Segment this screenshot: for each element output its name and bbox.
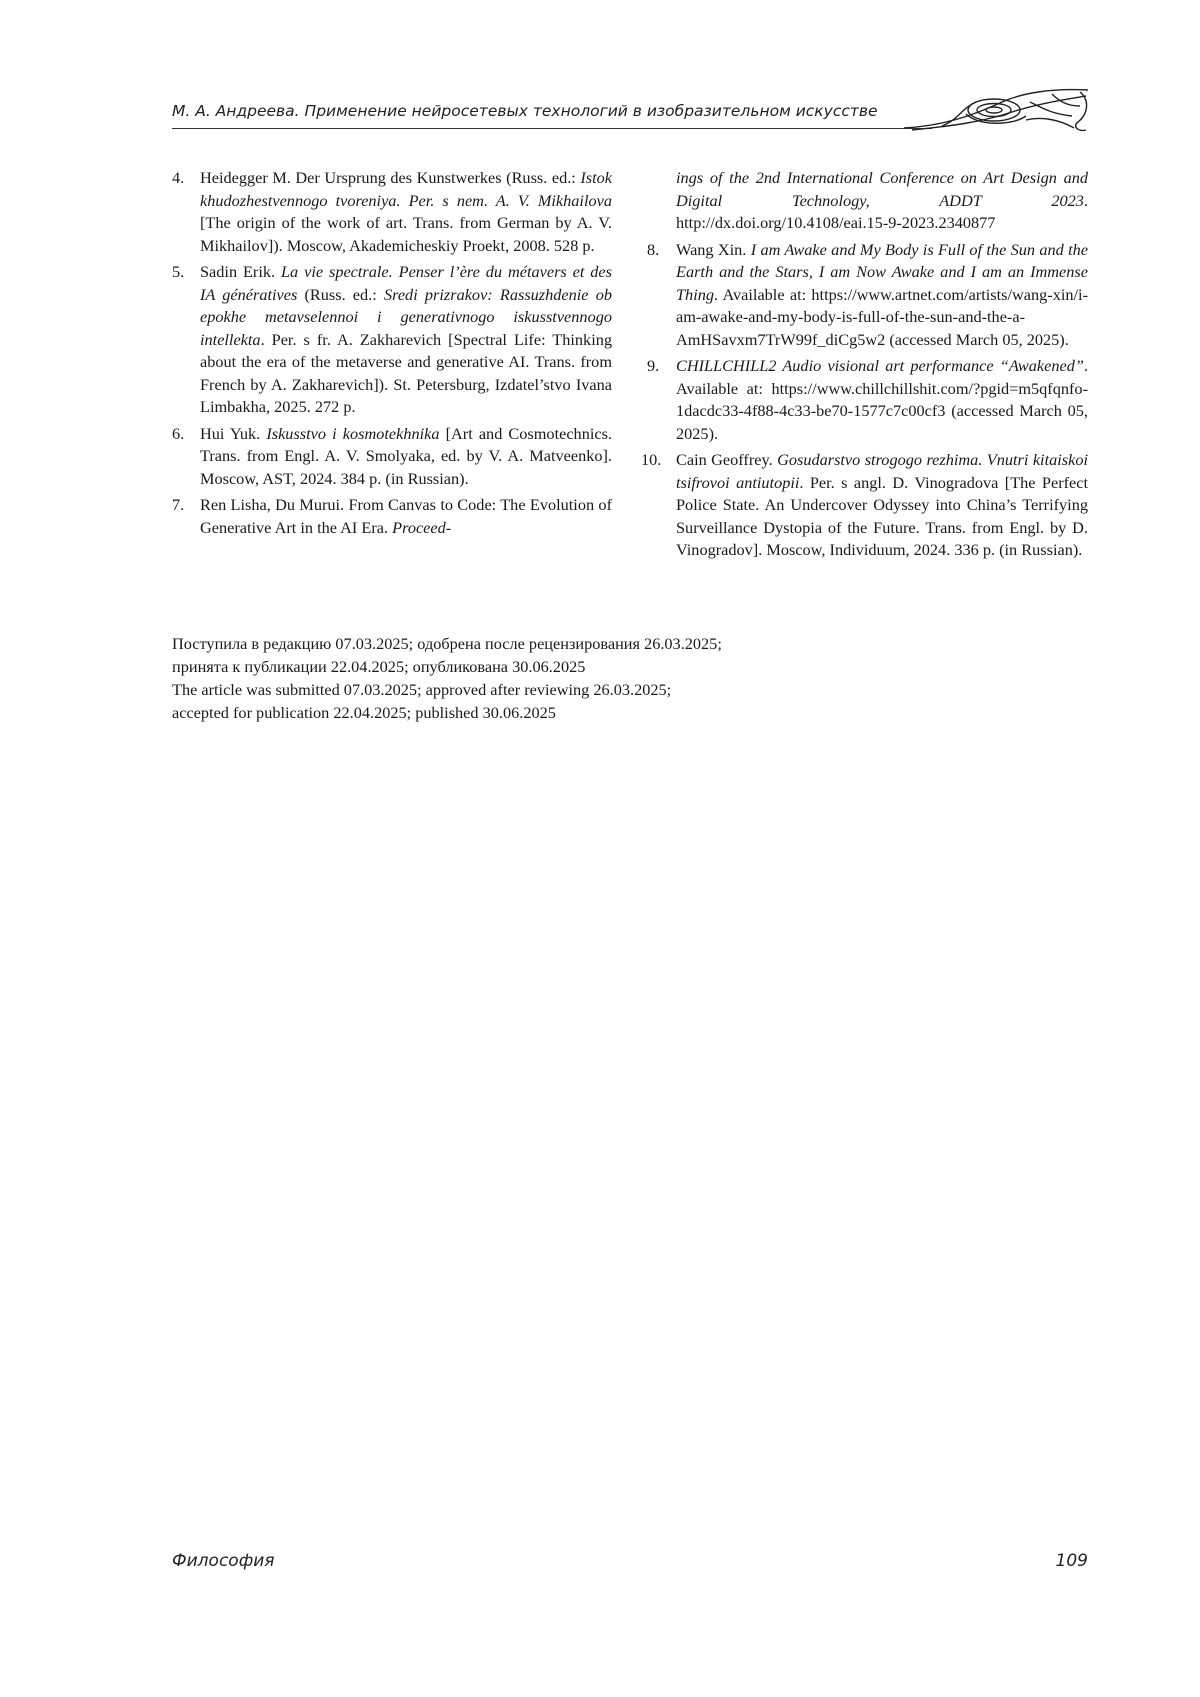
reference-text: [The origin of the work of art. Trans. from German by A. V. Mikhailov]). Moscow, Akademicheskiy Proekt, 2008. 528 p. [200,213,612,255]
reference-text: . Per. s angl. D. Vinogradova [The Perfect Police State. An Undercover Odyssey into China’s Terrifying Surveillance Dystopia of the Future. Trans. from Engl. by D. Vinogradov]. Moscow, Individuum, 2024. 336 p. (in Russian). [676,472,1089,559]
references-right-column [641,167,1089,566]
reference-item [172,167,612,257]
reference-text: . Per. s fr. A. Zakharevich [Spectral Life: Thinking about the era of the metaverse and generative AI. Trans. from French by A. Zakharevich]). St. Petersburg, Izdatel’stvo Ivana Limbakha, 2025. 272 p. [200,329,612,416]
footer-section: Философия [172,1551,275,1571]
reference-text: Wang Xin. [676,239,751,259]
reference-item [647,239,1088,352]
reference-number: 9. [647,356,660,375]
running-title: М. А. Андреева. Применение нейросетевых технологий в изобразительном искусстве [172,102,878,120]
reference-text: . Available at: https://www.chillchillshit.com/?pgid=m5qfqnfo-1dacdc33-4f88-4c33-be70-1577c7c00cf3 (accessed March 05, 2025). [676,356,1088,443]
running-header [172,94,1087,130]
reference-item [172,261,612,419]
dates-ru-line-2: принята к публикации 22.04.2025; опубликована 30.06.2025 [172,657,586,676]
reference-item [172,494,612,539]
dates-en-line-1: The article was submitted 07.03.2025; approved after reviewing 26.03.2025; [172,680,672,699]
reference-text: Hui Yuk. [200,423,267,443]
reference-text: Istok khudozhestvennogo tvoreniya. Per. s nem. A. V. Mikhailova [200,168,612,210]
reference-text: CHILLCHILL2 Audio visional art performance “Awakened” [676,356,1084,375]
reference-text: La vie spectrale. Penser l’ère du métavers et des IA génératives [200,262,612,304]
reference-number: 8. [647,239,660,259]
reference-number: 7. [172,495,185,514]
page-number: 109 [1055,1551,1088,1571]
reference-number: 5. [172,262,185,281]
reference-number: 4. [172,168,185,187]
dates-en-line-2: accepted for publication 22.04.2025; published 30.06.2025 [172,703,556,722]
reference-text: Sadin Erik. [200,262,281,281]
reference-text: . Available at: https://www.artnet.com/artists/wang-xin/i-am-awake-and-my-body-is-full-of-the-sun-and-the-a-AmHSavxm7TrW99f_diCg5w2 (accessed March 05, 2025). [676,284,1088,349]
reference-text: Proceed- [392,517,452,537]
reference-text: ings of the 2nd International Conference on Art Design and Digital Technology, ADDT 2023 [676,168,1088,210]
reference-number: 10. [641,450,662,469]
reference-item [641,449,1089,562]
reference-text: [Art and Cosmotechnics. Trans. from Engl. A. V. Smolyaka, ed. by V. A. Matveenko]. Moscow, AST, 2024. 384 p. (in Russian). [200,423,612,488]
submission-dates [172,632,1072,724]
reference-number: 6. [172,423,185,443]
header-rule [172,128,932,129]
reference-item [172,423,612,491]
ornament-icon [902,86,1092,138]
reference-text: Ren Lisha, Du Murui. From Canvas to Code: The Evolution of Generative Art in the AI Era. [200,495,612,537]
reference-text: . http://dx.doi.org/10.4108/eai.15-9-2023.2340877 [676,190,1088,232]
reference-text: Cain Geoffrey. [676,450,778,469]
reference-item [647,355,1088,445]
reference-text: I am Awake and My Body is Full of the Sun and the Earth and the Stars, I am Now Awake and I am an Immense Thing [676,239,1088,304]
reference-text: Gosudarstvo strogogo rezhima. Vnutri kitaiskoi tsifrovoi antiutopii [676,450,1088,492]
dates-ru-line-1: Поступила в редакцию 07.03.2025; одобрена после рецензирования 26.03.2025; [172,634,722,653]
reference-text: Sredi prizrakov: Rassuzhdenie ob epokhe metavselennoi i generativnogo iskusstvennogo intellekta [200,284,612,349]
references-left-column [172,167,612,543]
reference-text: Iskusstvo i kosmotekhnika [266,423,440,443]
reference-text: (Russ. ed.: [297,284,384,304]
reference-7-continuation [676,167,1088,235]
reference-text: Heidegger M. Der Ursprung des Kunstwerkes (Russ. ed.: [200,168,581,187]
